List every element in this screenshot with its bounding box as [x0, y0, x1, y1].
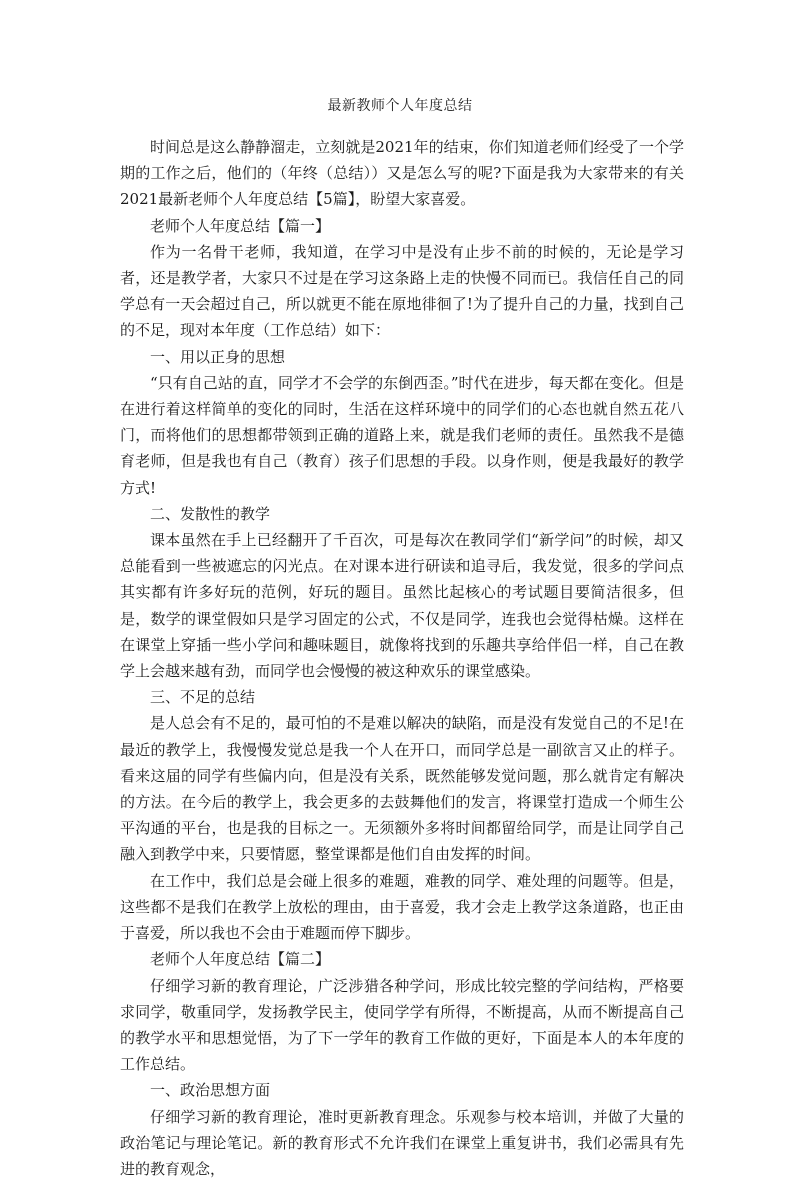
body-paragraph: 是人总会有不足的，最可怕的不是难以解决的缺陷，而是没有发觉自己的不足!在最近的教学上，我慢慢发觉总是我一个人在开口，而同学总是一副欲言又止的样子。看来这届的同学有些偏内向，但是没有关系，既然能够发觉问题，那么就肯定有解决的方法。在今后的教学上，我会更多的去鼓舞他们的发言，将课堂打造成一个师生公平沟通的平台，也是我的目标之一。无须额外多将时间都留给同学，而是让同学自己融入到教学中来，只要情愿，整堂课都是他们自由发挥的时间。 [120, 714, 684, 864]
document-body [120, 134, 684, 1182]
body-paragraph: “只有自己站的直，同学才不会学的东倒西歪。”时代在进步，每天都在变化。但是在进行着这样简单的变化的同时，生活在这样环境中的同学们的心态也就自然五花八门，而将他们的思想都带领到正确的道路上来，就是我们老师的责任。虽然我不是德育老师，但是我也有自己（教育）孩子们思想的手段。以身作则，便是我最好的教学方式! [120, 373, 684, 497]
body-paragraph: 在工作中，我们总是会碰上很多的难题，难教的同学、难处理的问题等。但是，这些都不是我们在教学上放松的理由，由于喜爱，我才会走上教学这条道路，也正由于喜爱，所以我也不会由于难题而停下脚步。 [120, 871, 684, 943]
body-paragraph: 仔细学习新的教育理论，广泛涉猎各种学问，形成比较完整的学问结构，严格要求同学，敬重同学，发扬教学民主，使同学学有所得，不断提高，从而不断提高自己的教学水平和思想觉悟，为了下一学年的教育工作做的更好，下面是本人的本年度的工作总结。 [120, 976, 684, 1074]
section-heading-part-two: 老师个人年度总结【篇二】 [150, 950, 331, 969]
section-heading-part-one: 老师个人年度总结【篇一】 [150, 216, 331, 235]
subheading-upright-thought: 一、用以正身的思想 [150, 347, 286, 366]
subheading-political-thought: 一、政治思想方面 [150, 1081, 271, 1100]
document-title: 最新教师个人年度总结 [327, 98, 473, 114]
body-paragraph: 仔细学习新的教育理论，准时更新教育理念。乐观参与校本培训，并做了大量的政治笔记与理论笔记。新的教育形式不允许我们在课堂上重复讲书，我们必需具有先进的教育观念， [120, 1107, 684, 1178]
subheading-shortcomings: 三、不足的总结 [150, 688, 256, 707]
body-paragraph: 课本虽然在手上已经翻开了千百次，可是每次在教同学们“新学问”的时候，却又总能看到一些被遮忘的闪光点。在对课本进行研读和追寻后，我发觉，很多的学问点其实都有许多好玩的范例，好玩的题目。虽然比起核心的考试题目要简洁很多，但是，数学的课堂假如只是学习固定的公式，不仅是同学，连我也会觉得枯燥。这样在在课堂上穿插一些小学问和趣味题目，就像将找到的乐趣共享给伴侣一样，自己在教学上会越来越有劲，而同学也会慢慢的被这种欢乐的课堂感染。 [120, 531, 684, 681]
subheading-divergent-teaching: 二、发散性的教学 [150, 504, 271, 523]
body-paragraph: 作为一名骨干老师，我知道，在学习中是没有止步不前的时候的，无论是学习者，还是教学者，大家只不过是在学习这条路上走的快慢不同而已。我信任自己的同学总有一天会超过自己，所以就更不能在原地徘徊了!为了提升自己的力量，找到自己的不足，现对本年度（工作总结）如下： [120, 242, 684, 340]
intro-paragraph: 时间总是这么静静溜走，立刻就是2021年的结束，你们知道老师们经受了一个学期的工作之后，他们的（年终（总结））又是怎么写的呢?下面是我为大家带来的有关2021最新老师个人年度总结【5篇】，盼望大家喜爱。 [120, 138, 684, 209]
